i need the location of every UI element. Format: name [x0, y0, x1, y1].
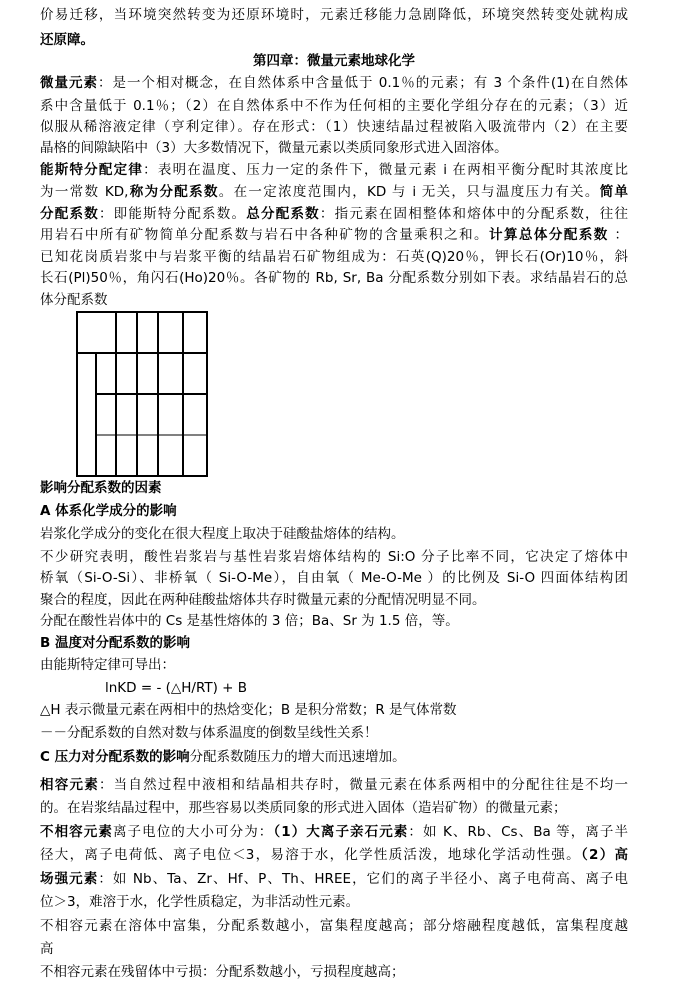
text-segment: 系中含量低于 0.1％；（2）在自然体系中不作为任何相的主要化学组分存在的元素；（3）近 [40, 98, 628, 114]
bold-term: 场强元素 [40, 871, 99, 887]
text-segment: 不相容元素在溶体中富集，分配系数越小，富集程度越高；部分熔融程度越低，富集程度越 [40, 918, 628, 934]
bold-term: 第四章：微量元素地球化学 [253, 53, 415, 69]
text-segment: 桥氧（Si-O-Si）、非桥氧（ Si-O-Me），自由氧（ Me-O-Me ）的比例及 Si-O 四面体结构团 [40, 570, 628, 586]
text-segment: 的。在岩浆结晶过程中，那些容易以类质同象的形式进入固体（造岩矿物）的微量元素； [40, 800, 567, 816]
text-segment: 似服从稀溶液定律（亨利定律）。存在形式：（1）快速结晶过程被陷入吸流带内（2）在主要 [40, 119, 628, 135]
text-line [40, 5, 628, 25]
text-segment: 高 [40, 941, 54, 957]
text-segment: 径大，离子电荷低、离子电位＜3，易溶于水，化学性质活泼，地球化学活动性强。 [40, 847, 581, 863]
bold-term: 计算总体分配系数 [489, 227, 609, 243]
text-segment: 分配系数随压力的增大而迅速增加。 [189, 749, 406, 765]
text-line [40, 247, 628, 267]
text-line [40, 892, 628, 912]
text-segment: ：指元素在固相整体和熔体中的分配系数，往往 [319, 206, 629, 222]
text-segment: 用岩石中所有矿物简单分配系数与岩石中各种矿物的含量乘积之和。 [40, 227, 490, 243]
text-segment: 岩浆化学成分的变化在很大程度上取决于硅酸盐熔体的结构。 [40, 526, 405, 542]
text-segment: 离子电位的大小可分为： [112, 824, 274, 840]
bold-term: 不相容元素 [40, 824, 113, 840]
text-line [40, 524, 628, 544]
bold-term: 简单 [599, 184, 629, 200]
text-segment: lnKD = - (△H/RT) + B [105, 680, 248, 696]
bold-term: 分配系数 [40, 206, 99, 222]
text-line [40, 182, 628, 202]
text-segment: ：即能斯特分配系数。 [98, 206, 247, 222]
text-line [40, 160, 628, 180]
text-line [40, 590, 628, 610]
text-segment: 为一常数 KD, [40, 184, 129, 200]
text-segment: △H 表示微量元素在两相中的热焓变化；B 是积分常数；R 是气体常数 [40, 702, 457, 718]
text-segment: ：如 Nb、Ta、Zr、Hf、P、Th、HREE，它们的离子半径小、离子电荷高、离子电 [98, 871, 629, 887]
text-line [40, 73, 628, 93]
bold-term: A 体系化学成分的影响 [40, 503, 177, 519]
text-segment: 不少研究表明，酸性岩浆岩与基性岩浆岩熔体结构的 Si:O 分子比率不同，它决定了熔体中 [40, 549, 628, 565]
text-line [40, 117, 628, 137]
text-line [40, 96, 628, 116]
text-segment: ： [608, 227, 629, 243]
text-line [40, 225, 628, 245]
bold-term: 总分配系数 [246, 206, 320, 222]
text-segment: ：当自然过程中液相和结晶相共存时，微量元素在体系两相中的分配往往是不均一 [98, 777, 629, 793]
bold-term: （1）大离子亲石元素 [273, 824, 409, 840]
text-segment: ：表明在温度、压力一定的条件下，微量元素 i 在两相平衡分配时其浓度比 [143, 162, 628, 178]
chapter-title [40, 51, 628, 71]
text-segment: 由能斯特定律可导出： [40, 657, 175, 673]
text-line [40, 723, 628, 743]
text-line [40, 939, 628, 959]
text-line [40, 547, 628, 567]
bold-term: （2）高 [580, 847, 628, 863]
text-line [40, 655, 628, 675]
text-line [40, 290, 628, 310]
text-segment: 体分配系数 [40, 292, 108, 308]
text-segment: 位＞3，难溶于水，化学性质稳定，为非活动性元素。 [40, 894, 360, 910]
text-line [40, 501, 628, 521]
bold-term: C 压力对分配系数的影响 [40, 749, 190, 765]
table-grid [76, 311, 208, 477]
text-segment: 晶格的间隙缺陷中（3）大多数情况下，微量元素以类质同象形式进入固溶体。 [40, 140, 508, 156]
text-line [40, 478, 628, 498]
bold-term: 相容元素 [40, 777, 99, 793]
partition-coefficient-table [76, 311, 208, 477]
text-segment: ：如 K、Rb、Cs、Ba 等，离子半 [408, 824, 628, 840]
text-line [40, 633, 628, 653]
text-segment: －－分配系数的自然对数与体系温度的倒数呈线性关系！ [40, 725, 378, 741]
bold-term: 能斯特分配定律 [40, 162, 144, 178]
text-line [40, 962, 628, 982]
bold-term: 还原障。 [40, 32, 94, 48]
bold-term: 称为分配系数 [128, 184, 219, 200]
text-line [40, 775, 628, 795]
text-line [40, 30, 628, 50]
text-segment: 分配在酸性岩体中的 Cs 是基性熔体的 3 倍；Ba、Sr 为 1.5 倍，等。 [40, 613, 459, 629]
bold-term: 微量元素 [40, 75, 98, 91]
text-line [40, 869, 628, 889]
bold-term: 影响分配系数的因素 [40, 480, 162, 496]
text-line [40, 747, 628, 767]
text-line [40, 268, 628, 288]
bold-term: B 温度对分配系数的影响 [40, 635, 190, 651]
text-line [105, 678, 681, 698]
text-line [40, 845, 628, 865]
text-line [40, 138, 628, 158]
text-segment: 。在一定浓度范围内，KD 与 i 无关，只与温度压力有关。 [218, 184, 600, 200]
text-segment: ：是一个相对概念，在自然体系中含量低于 0.1％的元素；有 3 个条件(1)在自然体 [98, 75, 628, 91]
text-segment: 聚合的程度，因此在两种硅酸盐熔体共存时微量元素的分配情况明显不同。 [40, 592, 486, 608]
text-segment: 价易迁移，当环境突然转变为还原环境时，元素迁移能力急剧降低，环境突然转变处就构成 [40, 7, 628, 23]
text-line [40, 204, 628, 224]
text-line [40, 568, 628, 588]
text-segment: 已知花岗质岩浆中与岩浆平衡的结晶岩石矿物组成为：石英(Q)20％，钾长石(Or)10％，斜 [40, 249, 628, 265]
text-line [40, 798, 628, 818]
text-line [40, 822, 628, 842]
text-line [40, 916, 628, 936]
text-segment: 不相容元素在残留体中亏损：分配系数越小，亏损程度越高； [40, 964, 405, 980]
text-line [40, 700, 628, 720]
text-segment: 长石(Pl)50％，角闪石(Ho)20％。各矿物的 Rb, Sr, Ba 分配系数分别如下表。求结晶岩石的总 [40, 270, 628, 286]
text-line [40, 611, 628, 631]
